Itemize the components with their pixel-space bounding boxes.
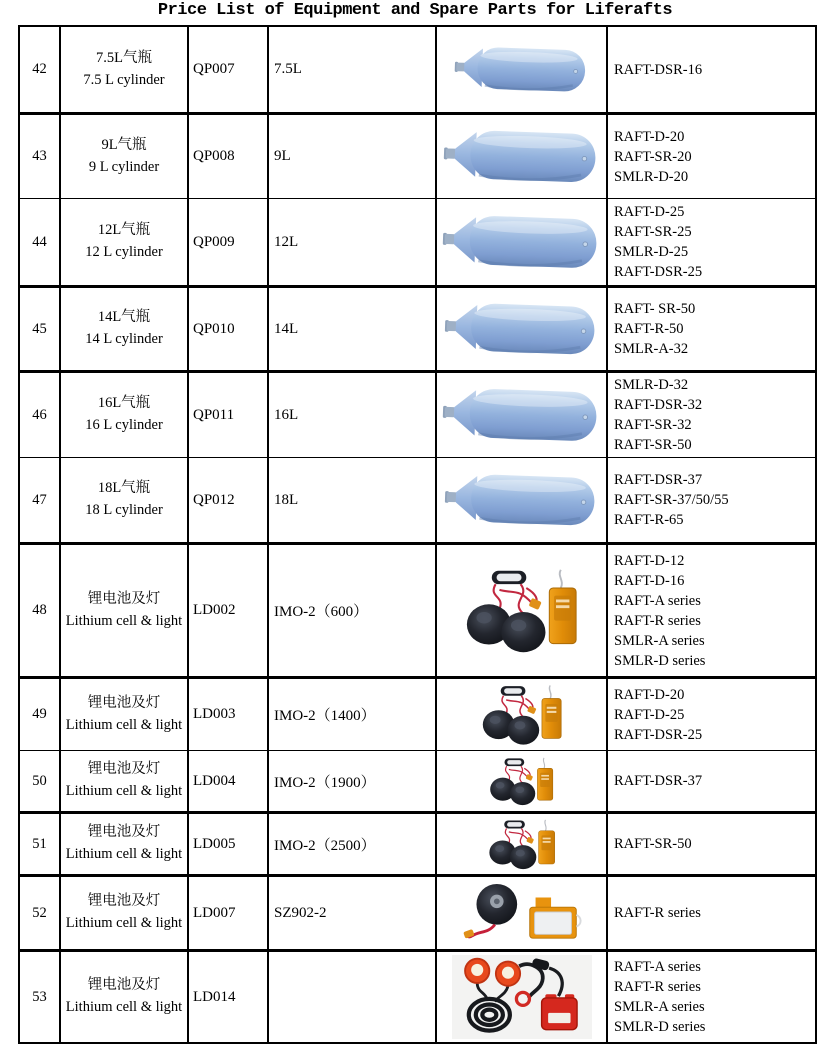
part-code: QP010 (187, 288, 267, 370)
applicable-models-cell (606, 751, 815, 811)
row-number: 52 (32, 904, 47, 921)
table-row (20, 750, 815, 811)
item-name-chinese: 锂电池及灯 (87, 977, 161, 994)
item-name-english: 9 L cylinder (88, 158, 160, 175)
row-number: 46 (32, 406, 47, 423)
item-name-english: 18 L cylinder (85, 502, 163, 518)
part-code: LD007 (187, 877, 267, 949)
specification: 16L (267, 373, 435, 457)
lithium-cell-light-pair-image (480, 682, 564, 748)
model-line: RAFT-DSR-37 (614, 472, 703, 488)
table-row (20, 542, 815, 676)
model-line: RAFT-SR-50 (614, 836, 692, 852)
product-photo-cell (435, 877, 606, 949)
item-name-chinese: 14L气瓶 (97, 309, 151, 326)
model-line: RAFT-SR-50 (614, 437, 692, 453)
product-photo-cell (435, 458, 606, 542)
table-row (20, 949, 815, 1042)
applicable-models-cell (606, 679, 815, 750)
item-name-cell (59, 458, 187, 542)
item-name-cell (59, 877, 187, 949)
specification: 9L (267, 115, 435, 198)
specification: 12L (267, 199, 435, 285)
item-name-cell (59, 751, 187, 811)
model-line: SMLR-D-32 (614, 377, 689, 393)
item-name-english: 16 L cylinder (85, 417, 163, 433)
row-number: 47 (32, 491, 47, 508)
product-photo-cell (435, 952, 606, 1042)
gas-cylinder-image (442, 378, 601, 452)
product-photo-cell (435, 199, 606, 285)
row-number: 51 (32, 835, 47, 852)
table-row (20, 198, 815, 285)
item-name-cell (59, 545, 187, 676)
part-code: LD002 (187, 545, 267, 676)
item-name-cell (59, 952, 187, 1042)
specification: IMO-2（1400） (267, 679, 435, 750)
product-photo-cell (435, 288, 606, 370)
applicable-models-cell (606, 814, 815, 874)
model-line: RAFT-SR-20 (614, 148, 692, 165)
item-name-chinese: 锂电池及灯 (87, 694, 161, 711)
item-name-english: Lithium cell & light (65, 915, 183, 931)
item-name-cell (59, 373, 187, 457)
model-line: RAFT-SR-37/50/55 (614, 492, 729, 508)
product-photo-cell (435, 751, 606, 811)
lithium-cell-light-single-image (458, 882, 586, 944)
specification: IMO-2（1900） (267, 751, 435, 811)
model-line: SMLR-A series (614, 632, 705, 649)
item-name-chinese: 锂电池及灯 (87, 761, 161, 778)
table-row (20, 811, 815, 874)
specification: SZ902-2 (267, 877, 435, 949)
product-photo-cell (435, 679, 606, 750)
item-name-cell (59, 27, 187, 112)
part-code: LD005 (187, 814, 267, 874)
model-line: SMLR-A-32 (614, 341, 689, 357)
model-line: SMLR-D series (614, 652, 706, 669)
model-line: SMLR-A series (614, 999, 705, 1015)
row-number: 42 (32, 61, 47, 77)
model-line: RAFT-D-16 (614, 572, 685, 589)
item-name-english: 14 L cylinder (85, 331, 163, 347)
model-line: SMLR-D series (614, 1019, 706, 1035)
item-name-chinese: 12L气瓶 (97, 222, 151, 239)
table-row (20, 874, 815, 949)
item-name-cell (59, 199, 187, 285)
model-line: SMLR-D-20 (614, 168, 689, 185)
item-name-english: Lithium cell & light (65, 716, 183, 733)
model-line: RAFT-R-50 (614, 321, 684, 337)
table-row (20, 27, 815, 112)
model-line: RAFT-R series (614, 905, 701, 921)
model-line: RAFT-DSR-16 (614, 61, 703, 78)
item-name-chinese: 18L气瓶 (97, 480, 151, 497)
gas-cylinder-image (442, 205, 601, 279)
applicable-models-cell (606, 877, 815, 949)
model-line: RAFT-DSR-25 (614, 264, 703, 280)
table-row (20, 285, 815, 370)
product-photo-cell (435, 545, 606, 676)
applicable-models-cell (606, 545, 815, 676)
model-line: RAFT-R series (614, 979, 701, 995)
row-number: 50 (32, 772, 47, 789)
item-name-cell (59, 679, 187, 750)
item-name-cell (59, 115, 187, 198)
item-name-english: 7.5 L cylinder (83, 71, 165, 88)
item-name-chinese: 锂电池及灯 (87, 824, 161, 841)
applicable-models-cell (606, 199, 815, 285)
model-line: RAFT-D-25 (614, 204, 685, 220)
product-photo-cell (435, 814, 606, 874)
item-name-cell (59, 814, 187, 874)
part-code: QP012 (187, 458, 267, 542)
item-name-chinese: 16L气瓶 (97, 395, 151, 412)
specification: IMO-2（600） (267, 545, 435, 676)
part-code: LD004 (187, 751, 267, 811)
part-code: QP007 (187, 27, 267, 112)
gas-cylinder-image (444, 464, 599, 536)
table-row (20, 676, 815, 750)
part-code: LD014 (187, 952, 267, 1042)
gas-cylinder-image (444, 293, 599, 365)
item-name-english: Lithium cell & light (65, 999, 183, 1015)
applicable-models-cell (606, 288, 815, 370)
gas-cylinder-image (454, 38, 589, 101)
applicable-models-cell (606, 458, 815, 542)
gas-cylinder-image (443, 120, 600, 193)
model-line: RAFT-D-20 (614, 686, 685, 703)
lithium-cell-light-pair-image (487, 817, 557, 872)
model-line: RAFT-A series (614, 959, 701, 975)
model-line: RAFT-D-25 (614, 706, 685, 723)
model-line: RAFT-SR-32 (614, 417, 692, 433)
model-line: RAFT-DSR-37 (614, 773, 703, 789)
model-line: RAFT-DSR-25 (614, 726, 703, 743)
model-line: RAFT-D-20 (614, 128, 685, 145)
table-row (20, 370, 815, 457)
item-name-cell (59, 288, 187, 370)
row-number: 49 (32, 706, 47, 722)
model-line: RAFT-R-65 (614, 512, 684, 528)
part-code: QP008 (187, 115, 267, 198)
model-line: RAFT- SR-50 (614, 301, 696, 317)
item-name-chinese: 9L气瓶 (101, 136, 147, 153)
applicable-models-cell (606, 115, 815, 198)
lithium-cell-light-pair-image (463, 565, 580, 657)
lithium-cell-light-kit-image (452, 955, 592, 1039)
item-name-chinese: 锂电池及灯 (87, 590, 161, 607)
page-title: Price List of Equipment and Spare Parts for Liferafts (157, 1, 673, 20)
model-line: SMLR-D-25 (614, 244, 689, 260)
specification: IMO-2（2500） (267, 814, 435, 874)
specification (267, 952, 435, 1042)
table-row (20, 112, 815, 198)
applicable-models-cell (606, 952, 815, 1042)
price-table (18, 25, 817, 1044)
lithium-cell-light-pair-image (488, 755, 555, 808)
applicable-models-cell (606, 373, 815, 457)
table-row (20, 457, 815, 542)
item-name-chinese: 锂电池及灯 (87, 893, 161, 910)
model-line: RAFT-DSR-32 (614, 397, 703, 413)
model-line: RAFT-R series (614, 612, 701, 629)
item-name-english: Lithium cell & light (65, 846, 183, 862)
product-photo-cell (435, 115, 606, 198)
item-name-english: 12 L cylinder (85, 244, 163, 260)
row-number: 45 (32, 320, 47, 337)
model-line: RAFT-A series (614, 592, 701, 609)
item-name-english: Lithium cell & light (65, 612, 183, 629)
specification: 7.5L (267, 27, 435, 112)
model-line: RAFT-D-12 (614, 552, 685, 569)
part-code: QP009 (187, 199, 267, 285)
item-name-chinese: 7.5L气瓶 (96, 49, 152, 66)
model-line: RAFT-SR-25 (614, 224, 692, 240)
product-photo-cell (435, 373, 606, 457)
specification: 18L (267, 458, 435, 542)
part-code: LD003 (187, 679, 267, 750)
row-number: 43 (32, 148, 47, 164)
specification: 14L (267, 288, 435, 370)
product-photo-cell (435, 27, 606, 112)
item-name-english: Lithium cell & light (65, 783, 183, 799)
applicable-models-cell (606, 27, 815, 112)
row-number: 53 (32, 988, 47, 1005)
row-number: 44 (32, 233, 47, 250)
part-code: QP011 (187, 373, 267, 457)
row-number: 48 (32, 602, 47, 618)
